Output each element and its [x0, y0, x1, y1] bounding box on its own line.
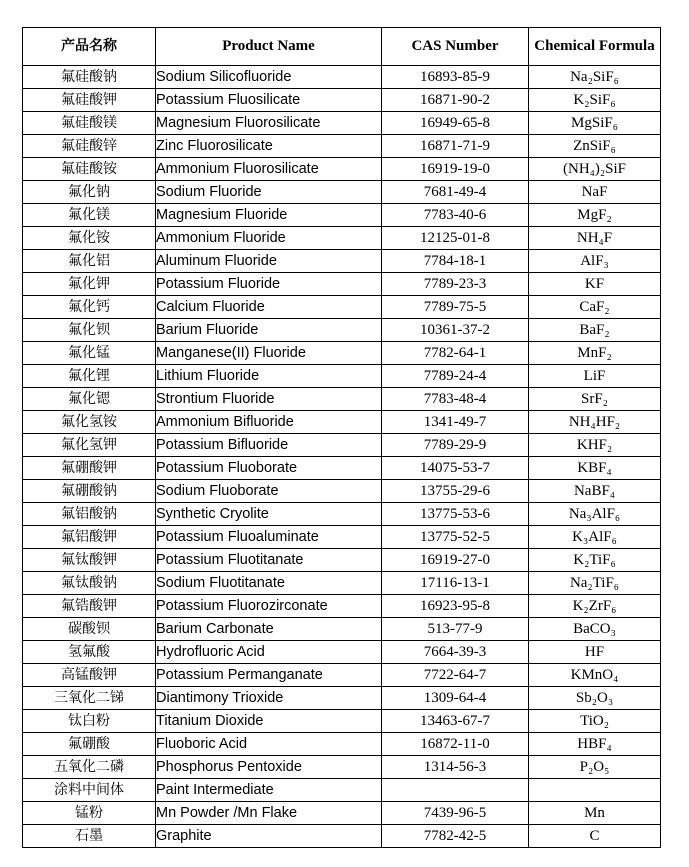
product-table [22, 27, 661, 848]
chemical-formula-cell: Na₂TiF₆ [529, 572, 661, 595]
cas-number-cell: 14075-53-7 [382, 457, 529, 480]
cas-number-cell: 7782-64-1 [382, 342, 529, 365]
product-name-cell: Magnesium Fluorosilicate [156, 112, 382, 135]
table-row [23, 664, 661, 687]
product-name-cell: Potassium Fluoaluminate [156, 526, 382, 549]
table-row [23, 388, 661, 411]
cas-number-cell: 7789-24-4 [382, 365, 529, 388]
table-row [23, 66, 661, 89]
table-row [23, 250, 661, 273]
chemical-formula-cell: C [529, 825, 661, 848]
chemical-formula-cell: K₂SiF₆ [529, 89, 661, 112]
table-row [23, 779, 661, 802]
chemical-formula-cell: KBF₄ [529, 457, 661, 480]
cas-number-cell [382, 779, 529, 802]
table-row [23, 342, 661, 365]
chinese-name-cell: 氟钛酸钠 [23, 572, 156, 595]
table-row [23, 733, 661, 756]
chinese-name-cell: 氢氟酸 [23, 641, 156, 664]
header-product-name: Product Name [156, 28, 382, 66]
chinese-name-cell: 氟硼酸钠 [23, 480, 156, 503]
chemical-formula-cell: K₃AlF₆ [529, 526, 661, 549]
product-name-cell: Zinc Fluorosilicate [156, 135, 382, 158]
table-row [23, 112, 661, 135]
header-cas-number: CAS Number [382, 28, 529, 66]
product-name-cell: Calcium Fluoride [156, 296, 382, 319]
product-name-cell: Potassium Fluoborate [156, 457, 382, 480]
table-row [23, 411, 661, 434]
table-row [23, 89, 661, 112]
chemical-formula-cell: AlF₃ [529, 250, 661, 273]
table-row [23, 181, 661, 204]
cas-number-cell: 17116-13-1 [382, 572, 529, 595]
chemical-formula-cell: HF [529, 641, 661, 664]
chemical-formula-cell: TiO₂ [529, 710, 661, 733]
chinese-name-cell: 氟硼酸 [23, 733, 156, 756]
table-row [23, 273, 661, 296]
product-name-cell: Hydrofluoric Acid [156, 641, 382, 664]
cas-number-cell: 1309-64-4 [382, 687, 529, 710]
product-name-cell: Sodium Fluotitanate [156, 572, 382, 595]
table-row [23, 618, 661, 641]
table-row [23, 549, 661, 572]
product-name-cell: Synthetic Cryolite [156, 503, 382, 526]
cas-number-cell: 16871-71-9 [382, 135, 529, 158]
cas-number-cell: 13755-29-6 [382, 480, 529, 503]
table-row [23, 595, 661, 618]
chemical-formula-cell: KMnO₄ [529, 664, 661, 687]
cas-number-cell: 7784-18-1 [382, 250, 529, 273]
chinese-name-cell: 锰粉 [23, 802, 156, 825]
table-row [23, 802, 661, 825]
chemical-formula-cell: ZnSiF₆ [529, 135, 661, 158]
table-row [23, 434, 661, 457]
product-name-cell: Diantimony Trioxide [156, 687, 382, 710]
chinese-name-cell: 氟硅酸锌 [23, 135, 156, 158]
chinese-name-cell: 氟化钠 [23, 181, 156, 204]
chemical-formula-cell: P₂O₅ [529, 756, 661, 779]
chemical-formula-cell: KF [529, 273, 661, 296]
chinese-name-cell: 碳酸钡 [23, 618, 156, 641]
table-row [23, 319, 661, 342]
cas-number-cell: 513-77-9 [382, 618, 529, 641]
cas-number-cell: 16871-90-2 [382, 89, 529, 112]
chemical-formula-cell: BaF₂ [529, 319, 661, 342]
chinese-name-cell: 氟钛酸钾 [23, 549, 156, 572]
product-name-cell: Potassium Bifluoride [156, 434, 382, 457]
chinese-name-cell: 高锰酸钾 [23, 664, 156, 687]
table-row [23, 204, 661, 227]
chinese-name-cell: 氟化氢铵 [23, 411, 156, 434]
chemical-formula-cell: Sb₂O₃ [529, 687, 661, 710]
chinese-name-cell: 氟化锂 [23, 365, 156, 388]
header-chinese-name: 产品名称 [23, 28, 156, 66]
table-row [23, 710, 661, 733]
chemical-formula-cell: NH₄HF₂ [529, 411, 661, 434]
chinese-name-cell: 氟硅酸铵 [23, 158, 156, 181]
product-name-cell: Ammonium Fluorosilicate [156, 158, 382, 181]
cas-number-cell: 12125-01-8 [382, 227, 529, 250]
cas-number-cell: 7722-64-7 [382, 664, 529, 687]
cas-number-cell: 16919-19-0 [382, 158, 529, 181]
product-name-cell: Graphite [156, 825, 382, 848]
table-row [23, 503, 661, 526]
cas-number-cell: 7789-23-3 [382, 273, 529, 296]
chemical-formula-cell: Na₃AlF₆ [529, 503, 661, 526]
chinese-name-cell: 氟化锰 [23, 342, 156, 365]
product-name-cell: Potassium Fluosilicate [156, 89, 382, 112]
cas-number-cell: 13775-53-6 [382, 503, 529, 526]
chemical-formula-cell: (NH₄)₂SiF [529, 158, 661, 181]
chinese-name-cell: 氟化锶 [23, 388, 156, 411]
chinese-name-cell: 氟化铵 [23, 227, 156, 250]
product-name-cell: Potassium Permanganate [156, 664, 382, 687]
product-name-cell: Lithium Fluoride [156, 365, 382, 388]
table-row [23, 687, 661, 710]
table-row [23, 756, 661, 779]
product-name-cell: Barium Carbonate [156, 618, 382, 641]
chemical-formula-cell: MgSiF₆ [529, 112, 661, 135]
cas-number-cell: 7783-48-4 [382, 388, 529, 411]
cas-number-cell: 16919-27-0 [382, 549, 529, 572]
chemical-formula-cell: K₂TiF₆ [529, 549, 661, 572]
chemical-formula-cell: NH₄F [529, 227, 661, 250]
table-row [23, 296, 661, 319]
table-row [23, 526, 661, 549]
product-name-cell: Sodium Fluoride [156, 181, 382, 204]
cas-number-cell: 7789-75-5 [382, 296, 529, 319]
chemical-formula-cell: NaF [529, 181, 661, 204]
table-row [23, 227, 661, 250]
cas-number-cell: 16949-65-8 [382, 112, 529, 135]
table-row [23, 457, 661, 480]
chinese-name-cell: 氟化钙 [23, 296, 156, 319]
chemical-formula-cell: BaCO₃ [529, 618, 661, 641]
chinese-name-cell: 氟硅酸钠 [23, 66, 156, 89]
cas-number-cell: 13463-67-7 [382, 710, 529, 733]
chinese-name-cell: 氟化钾 [23, 273, 156, 296]
product-name-cell: Phosphorus Pentoxide [156, 756, 382, 779]
chemical-formula-cell: LiF [529, 365, 661, 388]
chinese-name-cell: 氟锆酸钾 [23, 595, 156, 618]
cas-number-cell: 7782-42-5 [382, 825, 529, 848]
cas-number-cell: 7664-39-3 [382, 641, 529, 664]
cas-number-cell: 7789-29-9 [382, 434, 529, 457]
table-body [23, 66, 661, 848]
cas-number-cell: 10361-37-2 [382, 319, 529, 342]
chemical-formula-cell: CaF₂ [529, 296, 661, 319]
cas-number-cell: 1341-49-7 [382, 411, 529, 434]
chemical-formula-cell: MgF₂ [529, 204, 661, 227]
chinese-name-cell: 涂料中间体 [23, 779, 156, 802]
table-row [23, 641, 661, 664]
chinese-name-cell: 石墨 [23, 825, 156, 848]
chinese-name-cell: 三氧化二锑 [23, 687, 156, 710]
cas-number-cell: 7439-96-5 [382, 802, 529, 825]
product-name-cell: Paint Intermediate [156, 779, 382, 802]
product-name-cell: Potassium Fluotitanate [156, 549, 382, 572]
chemical-formula-cell: HBF₄ [529, 733, 661, 756]
cas-number-cell: 1314-56-3 [382, 756, 529, 779]
cas-number-cell: 16923-95-8 [382, 595, 529, 618]
chinese-name-cell: 氟化铝 [23, 250, 156, 273]
chinese-name-cell: 氟化氢钾 [23, 434, 156, 457]
product-name-cell: Aluminum Fluoride [156, 250, 382, 273]
cas-number-cell: 16872-11-0 [382, 733, 529, 756]
product-name-cell: Potassium Fluorozirconate [156, 595, 382, 618]
chinese-name-cell: 氟化钡 [23, 319, 156, 342]
chemical-formula-cell: KHF₂ [529, 434, 661, 457]
product-name-cell: Barium Fluoride [156, 319, 382, 342]
table-row [23, 135, 661, 158]
chinese-name-cell: 钛白粉 [23, 710, 156, 733]
product-name-cell: Potassium Fluoride [156, 273, 382, 296]
chemical-formula-cell: SrF₂ [529, 388, 661, 411]
header-chemical-formula: Chemical Formula [529, 28, 661, 66]
chinese-name-cell: 氟硼酸钾 [23, 457, 156, 480]
chemical-formula-cell: MnF₂ [529, 342, 661, 365]
table-row [23, 480, 661, 503]
chinese-name-cell: 氟化镁 [23, 204, 156, 227]
chinese-name-cell: 氟硅酸镁 [23, 112, 156, 135]
cas-number-cell: 16893-85-9 [382, 66, 529, 89]
product-name-cell: Titanium Dioxide [156, 710, 382, 733]
chinese-name-cell: 五氧化二磷 [23, 756, 156, 779]
chemical-formula-cell: K₂ZrF₆ [529, 595, 661, 618]
cas-number-cell: 13775-52-5 [382, 526, 529, 549]
chemical-formula-cell: Na₂SiF₆ [529, 66, 661, 89]
table-row [23, 365, 661, 388]
product-name-cell: Magnesium Fluoride [156, 204, 382, 227]
cas-number-cell: 7783-40-6 [382, 204, 529, 227]
chemical-formula-cell: NaBF₄ [529, 480, 661, 503]
product-name-cell: Mn Powder /Mn Flake [156, 802, 382, 825]
table-row [23, 825, 661, 848]
product-name-cell: Sodium Silicofluoride [156, 66, 382, 89]
chinese-name-cell: 氟铝酸钠 [23, 503, 156, 526]
chemical-formula-cell [529, 779, 661, 802]
product-name-cell: Sodium Fluoborate [156, 480, 382, 503]
chinese-name-cell: 氟铝酸钾 [23, 526, 156, 549]
cas-number-cell: 7681-49-4 [382, 181, 529, 204]
table-row [23, 158, 661, 181]
product-name-cell: Ammonium Bifluoride [156, 411, 382, 434]
product-name-cell: Fluoboric Acid [156, 733, 382, 756]
product-name-cell: Ammonium Fluoride [156, 227, 382, 250]
chinese-name-cell: 氟硅酸钾 [23, 89, 156, 112]
chemical-formula-cell: Mn [529, 802, 661, 825]
table-row [23, 572, 661, 595]
product-name-cell: Strontium Fluoride [156, 388, 382, 411]
product-name-cell: Manganese(II) Fluoride [156, 342, 382, 365]
table-header-row [23, 28, 661, 66]
